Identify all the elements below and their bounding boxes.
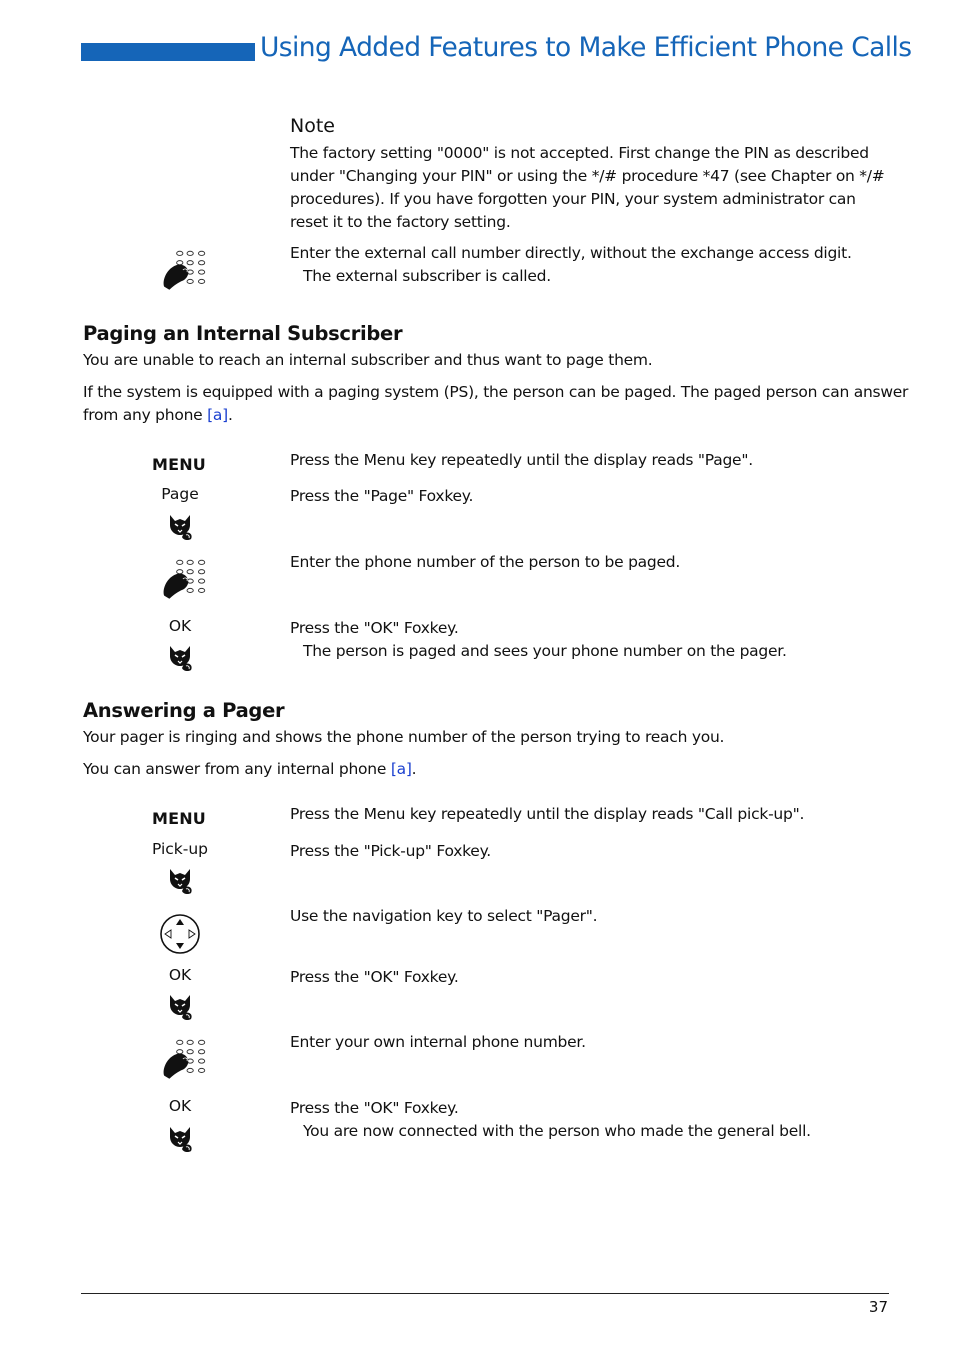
foxkey-icon bbox=[166, 513, 194, 541]
page-header-title: Using Added Features to Make Efficient Phone Calls bbox=[260, 32, 912, 63]
note-line: under "Changing your PIN" or using the */# procedure *47 (see Chapter on */# bbox=[290, 167, 885, 185]
step-text: Press the "Pick-up" Foxkey. bbox=[290, 842, 491, 860]
step-text: Enter the phone number of the person to be paged. bbox=[290, 553, 681, 571]
note-line: procedures). If you have forgotten your PIN, your system administrator can bbox=[290, 190, 856, 208]
step-text: Press the Menu key repeatedly until the display reads "Page". bbox=[290, 451, 753, 469]
foxkey-icon bbox=[166, 644, 194, 672]
foxkey-icon bbox=[166, 993, 194, 1021]
paragraph-line: If the system is equipped with a paging system (PS), the person can be paged. The paged person can answer bbox=[83, 383, 909, 401]
step-text: Press the "OK" Foxkey. bbox=[290, 1099, 459, 1117]
paging-paragraph bbox=[83, 381, 908, 427]
section-heading-answering: Answering a Pager bbox=[83, 699, 285, 722]
softkey-label: OK bbox=[168, 966, 192, 984]
step-with-result bbox=[290, 1097, 811, 1143]
step-text: Use the navigation key to select "Pager". bbox=[290, 907, 598, 925]
keypad-icon bbox=[160, 249, 212, 291]
step-with-result bbox=[290, 617, 787, 663]
step-text: Enter your own internal phone number. bbox=[290, 1033, 586, 1051]
keypad-icon bbox=[160, 558, 212, 600]
step-result: The external subscriber is called. bbox=[303, 267, 551, 285]
footer-divider bbox=[81, 1293, 889, 1294]
section-heading-paging: Paging an Internal Subscriber bbox=[83, 322, 403, 345]
step-result: You are now connected with the person who made the general bell. bbox=[303, 1122, 811, 1140]
menu-key-label: MENU bbox=[151, 809, 207, 828]
answering-paragraph bbox=[83, 758, 416, 781]
navigation-key-icon bbox=[158, 912, 202, 956]
foxkey-icon bbox=[166, 867, 194, 895]
step-text: Press the "OK" Foxkey. bbox=[290, 619, 459, 637]
softkey-label: Page bbox=[161, 485, 199, 503]
step-result: The person is paged and sees your phone number on the pager. bbox=[303, 642, 787, 660]
external-step bbox=[290, 242, 852, 288]
softkey-label: Pick-up bbox=[151, 840, 209, 858]
note-title: Note bbox=[290, 115, 335, 137]
paragraph-text: You can answer from any internal phone bbox=[83, 760, 391, 778]
step-text: Press the "OK" Foxkey. bbox=[290, 968, 459, 986]
note-line: reset it to the factory setting. bbox=[290, 213, 511, 231]
note-body bbox=[290, 142, 885, 234]
menu-key-label: MENU bbox=[151, 455, 207, 474]
step-text: Enter the external call number directly, without the exchange access digit. bbox=[290, 244, 852, 262]
paging-intro: You are unable to reach an internal subscriber and thus want to page them. bbox=[83, 351, 653, 369]
header-accent-bar bbox=[81, 43, 255, 61]
note-line: The factory setting "0000" is not accepted. First change the PIN as described bbox=[290, 144, 869, 162]
answering-intro: Your pager is ringing and shows the phone number of the person trying to reach you. bbox=[83, 728, 725, 746]
step-text: Press the "Page" Foxkey. bbox=[290, 487, 474, 505]
paragraph-text: . bbox=[411, 760, 417, 778]
reference-link[interactable]: [a] bbox=[390, 760, 412, 778]
reference-link[interactable]: [a] bbox=[207, 406, 228, 424]
softkey-label: OK bbox=[168, 617, 192, 635]
paragraph-line bbox=[83, 404, 908, 427]
softkey-label: OK bbox=[168, 1097, 192, 1115]
foxkey-icon bbox=[166, 1125, 194, 1153]
keypad-icon bbox=[160, 1038, 212, 1080]
page-number: 37 bbox=[868, 1298, 888, 1316]
step-text: Press the Menu key repeatedly until the display reads "Call pick-up". bbox=[290, 805, 805, 823]
paragraph-text: from any phone bbox=[83, 406, 208, 424]
paragraph-text: . bbox=[227, 406, 233, 424]
